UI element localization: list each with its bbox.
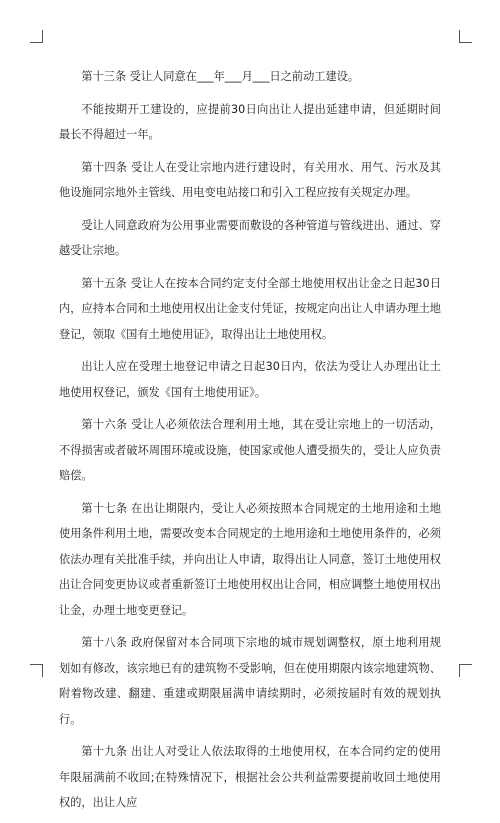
article-15-registration-paragraph: 出让人应在受理土地登记申请之日起30日内，依法为受让人办理出让土地使用权登记，颁发《国有土地使用证》。 <box>59 360 441 399</box>
crop-mark-top-right <box>459 30 472 43</box>
article-17-paragraph: 第十七条 在出让期限内，受让人必须按照本合同规定的土地用途和土地使用条件利用土地，需要改变本合同规定的土地用途和土地使用条件的，必须依法办理有关批准手续，并向出让人申请，取得出让人同意，签订土地使用权出让合同变更协议或者重新签订土地使用权出让合同，相应调整土地使用权出让金，办理土地变更登记。 <box>59 501 441 617</box>
article-19-paragraph: 第十九条 出让人对受让人依法取得的土地使用权，在本合同约定的使用年限届满前不收回;在特殊情况下，根据社会公共利益需要提前收回土地使用权的，出让人应 <box>59 745 441 809</box>
article-14-pipeline-paragraph: 受让人同意政府为公用事业需要而敷设的各种管道与管线进出、通过、穿越受让宗地。 <box>59 218 441 257</box>
article-15-paragraph: 第十五条 受让人在按本合同约定支付全部土地使用权出让金之日起30日内，应持本合同和土地使用权出让金支付凭证，按规定向出让人申请办理土地登记，领取《国有土地使用证》，取得出让土地使用权。 <box>59 276 441 341</box>
article-13-extension-paragraph: 不能按期开工建设的，应提前30日向出让人提出延建申请，但延期时间最长不得超过一年。 <box>59 102 441 141</box>
article-18-paragraph: 第十八条 政府保留对本合同项下宗地的城市规划调整权，原土地利用规划如有修改，该宗地已有的建筑物不受影响，但在使用期限内该宗地建筑物、附着物改建、翻建、重建或期限届满申请续期时，必须按届时有效的规划执行。 <box>59 636 441 726</box>
crop-mark-bottom-right <box>459 664 472 677</box>
crop-mark-bottom-left <box>30 664 43 677</box>
article-14-paragraph: 第十四条 受让人在受让宗地内进行建设时，有关用水、用气、污水及其他设施同宗地外主管线、用电变电站接口和引入工程应按有关规定办理。 <box>59 160 441 199</box>
crop-mark-top-left <box>30 30 43 43</box>
document-body <box>59 64 441 823</box>
article-13-paragraph: 第十三条 受让人同意在___年___月___日之前动工建设。 <box>81 70 360 83</box>
article-16-paragraph: 第十六条 受让人必须依法合理利用土地，其在受让宗地上的一切活动，不得损害或者破坏周围环境或设施，使国家或他人遭受损失的，受让人应负责赔偿。 <box>59 418 441 482</box>
